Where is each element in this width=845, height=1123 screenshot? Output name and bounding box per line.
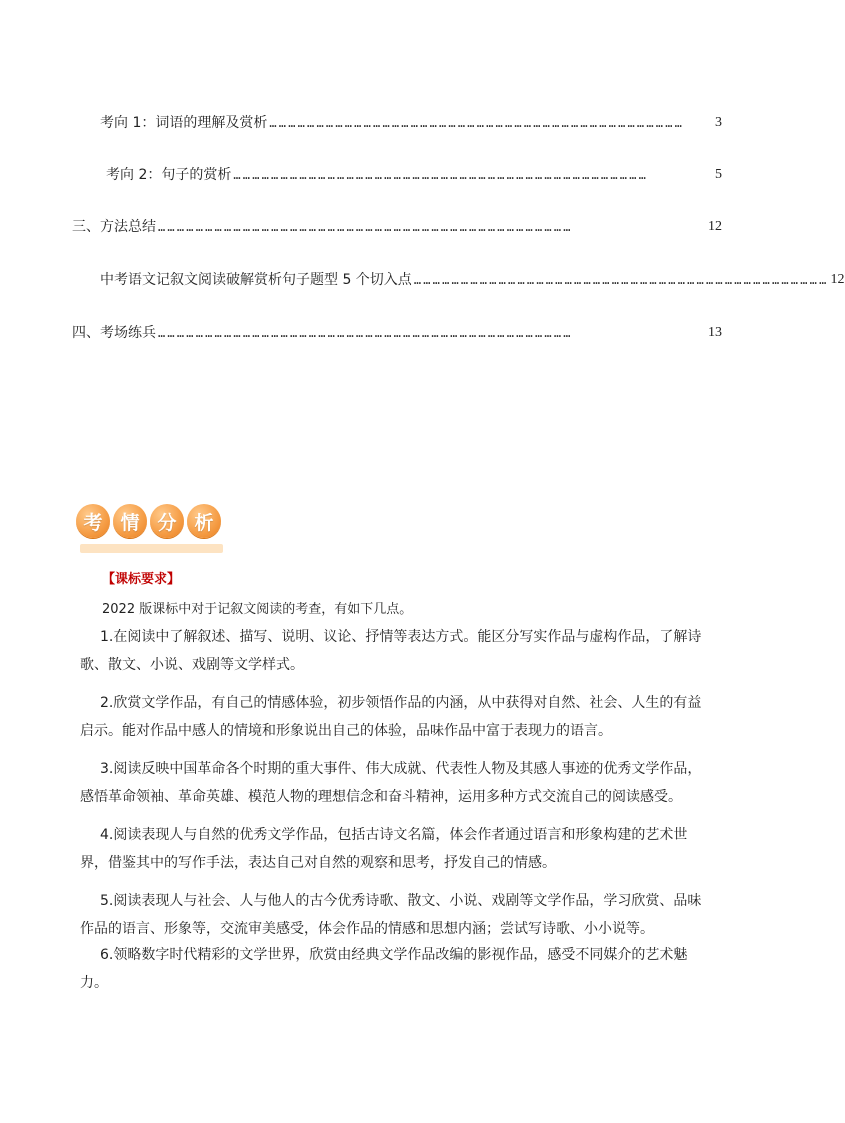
requirement-item: 3.阅读反映中国革命各个时期的重大事件、伟大成就、代表性人物及其感人事迹的优秀文学作品，感悟革命领袖、革命英雄、模范人物的理想信念和奋斗精神，运用多种方式交流自己的阅读感受。 bbox=[80, 761, 702, 805]
toc-entry-label: 考向 2：句子的赏析 bbox=[106, 167, 232, 183]
toc-entry[interactable] bbox=[100, 271, 845, 289]
toc-leader-dots: …………………………………………………………………………………………………………………… bbox=[269, 116, 685, 130]
badge-char: 情 bbox=[113, 504, 147, 538]
toc-entry[interactable] bbox=[100, 114, 722, 132]
toc-entry[interactable] bbox=[106, 166, 722, 184]
toc-leader-dots: …………………………………………………………………………………………………………………… bbox=[158, 220, 573, 234]
toc-entry-label: 中考语文记叙文阅读破解赏析句子题型 5 个切入点 bbox=[100, 272, 412, 288]
requirement-item: 5.阅读表现人与社会、人与他人的古今优秀诗歌、散文、小说、戏剧等文学作品，学习欣赏、品味作品的语言、形象等，交流审美感受，体会作品的情感和思想内涵；尝试写诗歌、小小说等。 bbox=[80, 893, 702, 937]
toc-entry-page: 12 bbox=[708, 219, 722, 234]
toc-entry-label: 四、考场练兵 bbox=[72, 325, 156, 341]
toc-leader-dots: …………………………………………………………………………………………………………………… bbox=[233, 168, 649, 182]
toc-leader-dots: …………………………………………………………………………………………………………………… bbox=[413, 273, 829, 287]
toc-leader-dots: …………………………………………………………………………………………………………………… bbox=[158, 326, 573, 340]
toc-entry-label: 三、方法总结 bbox=[72, 219, 156, 235]
intro-text: 2022 版课标中对于记叙文阅读的考查，有如下几点。 bbox=[102, 602, 413, 617]
badge-char: 考 bbox=[76, 504, 110, 538]
requirement-item: 2.欣赏文学作品，有自己的情感体验，初步领悟作品的内涵，从中获得对自然、社会、人生的有益启示。能对作品中感人的情境和形象说出自己的体验，品味作品中富于表现力的语言。 bbox=[80, 695, 702, 739]
section-badge bbox=[76, 504, 221, 538]
toc-entry[interactable] bbox=[72, 324, 722, 342]
badge-char: 分 bbox=[150, 504, 184, 538]
toc-entry-page: 13 bbox=[708, 325, 722, 340]
toc-entry-page: 12 bbox=[830, 272, 845, 287]
section-title: 【课标要求】 bbox=[102, 572, 181, 587]
badge-underline bbox=[80, 544, 223, 553]
requirement-item: 1.在阅读中了解叙述、描写、说明、议论、抒情等表达方式。能区分写实作品与虚构作品，了解诗歌、散文、小说、戏剧等文学样式。 bbox=[80, 629, 702, 673]
requirement-item: 4.阅读表现人与自然的优秀文学作品，包括古诗文名篇，体会作者通过语言和形象构建的艺术世界，借鉴其中的写作手法，表达自己对自然的观察和思考，抒发自己的情感。 bbox=[80, 827, 688, 871]
toc-entry-label: 考向 1：词语的理解及赏析 bbox=[100, 115, 268, 131]
toc-entry-page: 5 bbox=[715, 167, 722, 182]
toc-entry-page: 3 bbox=[715, 115, 722, 130]
toc-entry[interactable] bbox=[72, 218, 722, 236]
badge-char: 析 bbox=[187, 504, 221, 538]
requirement-item: 6.领略数字时代精彩的文学世界，欣赏由经典文学作品改编的影视作品，感受不同媒介的艺术魅力。 bbox=[80, 947, 688, 991]
